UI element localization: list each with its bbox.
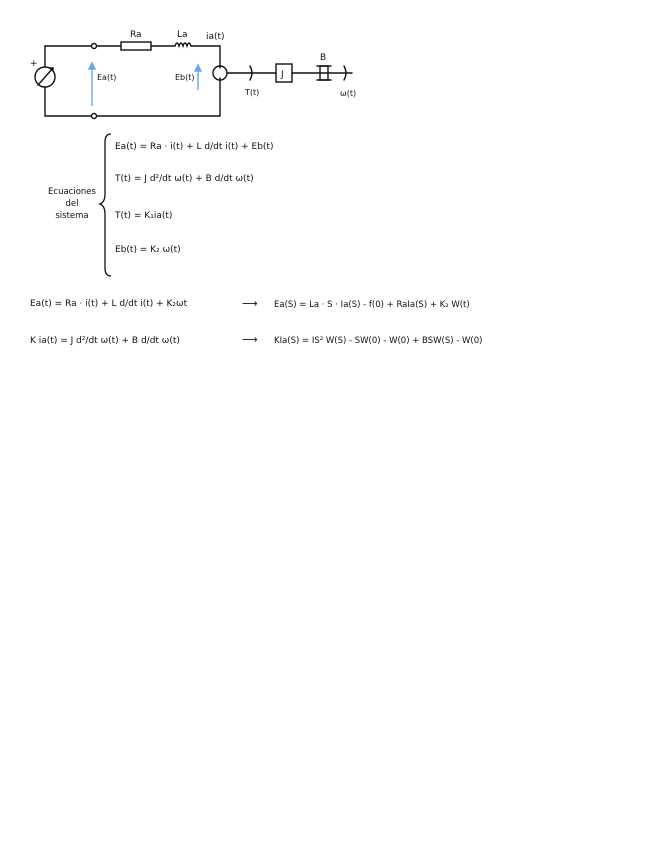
system-label-line-1: Ecuaciones [48,187,96,197]
system-label [42,186,102,222]
ea-label: Ea(t) [97,73,117,82]
transform-2-time-eq: K ia(t) = J d²/dt ω(t) + B d/dt ω(t) [30,336,180,346]
eb-label: Eb(t) [175,73,195,82]
la-label: La [177,30,188,40]
transform-2-laplace-eq: KIa(S) = IS² W(S) - SW(0) - W(0) + BSW(S) - W(0) [274,336,483,346]
system-label-line-2: del [65,199,79,209]
inertia-block-j [276,64,292,82]
transform-1-time-eq: Ea(t) = Ra · i(t) + L d/dt i(t) + K₂ωt [30,299,188,309]
system-equation-4: Eb(t) = K₂ ω(t) [115,245,181,255]
dc-motor-circuit-diagram [0,0,655,130]
system-brace [98,132,114,278]
system-equation-2: T(t) = J d²/dt ω(t) + B d/dt ω(t) [115,174,254,184]
b-label: B [320,53,327,63]
transform-1-laplace-eq: Ea(S) = La · S · Ia(S) - f(0) + RaIa(S) + K₂ W(t) [274,300,470,310]
plus-sign: + [30,59,38,69]
inductor-la [175,43,191,46]
system-equation-3: T(t) = K₁ia(t) [115,211,173,221]
ra-label: Ra [130,30,142,40]
resistor-ra [121,42,151,50]
torque-label: T(t) [245,88,260,97]
system-label-line-3: sistema [55,211,89,221]
omega-label: ω(t) [340,89,357,98]
top-terminal [92,44,97,49]
ia-label: ia(t) [206,32,225,42]
transform-1-arrow: ⟶ [242,297,258,310]
transform-2-arrow: ⟶ [242,333,258,346]
j-label: J [281,70,284,80]
system-equation-1: Ea(t) = Ra · i(t) + L d/dt i(t) + Eb(t) [115,142,274,152]
bottom-terminal [92,114,97,119]
